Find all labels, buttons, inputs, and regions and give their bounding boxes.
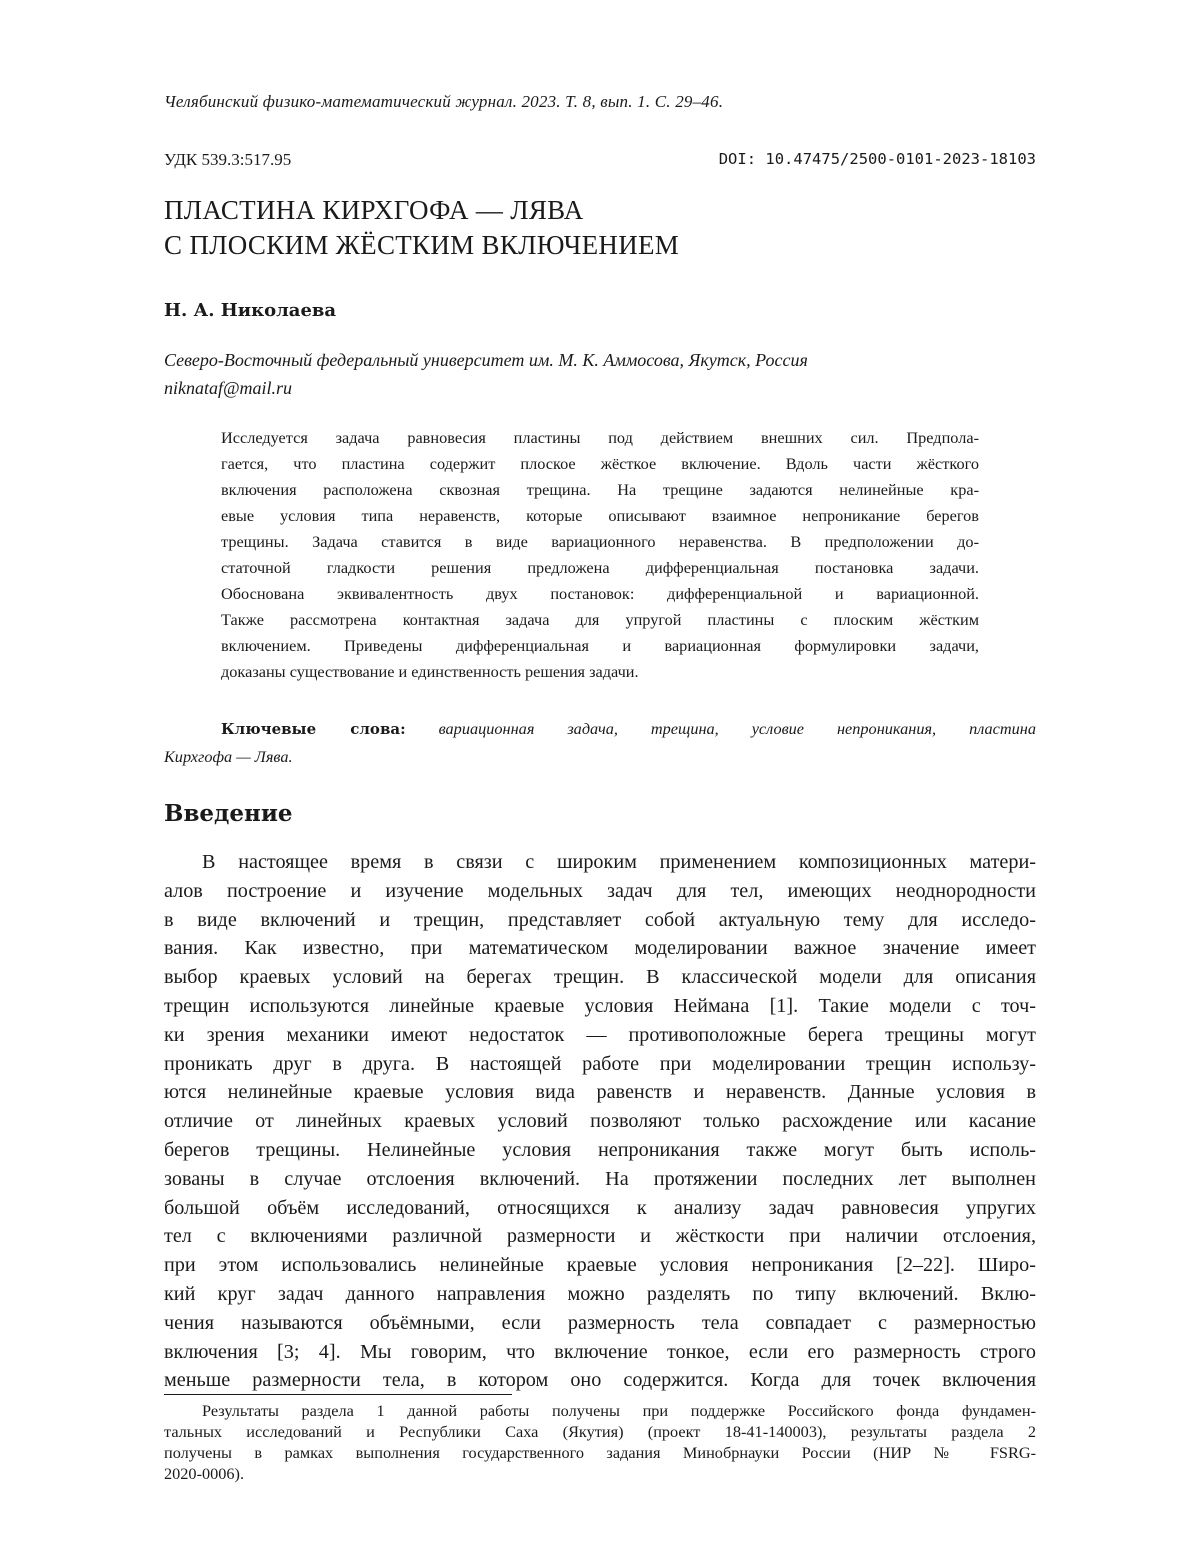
abstract-line: Обоснована эквивалентность двух постановок: дифференциальной и вариационной. [221,584,979,603]
keywords-label: Ключевые слова: [221,720,406,738]
affiliation-line: Северо-Восточный федеральный университет им. М. К. Аммосова, Якутск, Россия [164,350,808,370]
abstract-line: доказаны существование и единственность решения задачи. [221,662,639,681]
udc-code: УДК 539.3:517.95 [164,150,292,169]
author-name: Н. А. Николаева [164,300,337,321]
body-line: меньше размерности тела, в котором оно содержится. Когда для точек включения [164,1369,1036,1392]
body-line: берегов трещины. Нелинейные условия непроникания также могут быть исполь- [164,1138,1036,1161]
body-line: алов построение и изучение модельных задач для тел, имеющих неоднородности [164,879,1036,902]
section-body [164,848,1036,1395]
body-line: в виде включений и трещин, представляет собой актуальную тему для исследо- [164,908,1036,931]
body-line: большой объём исследований, относящихся к анализу задач равновесия упругих [164,1196,1036,1219]
abstract-line: Также рассмотрена контактная задача для упругой пластины с плоским жёстким [221,610,979,629]
title-line: ПЛАСТИНА КИРХГОФА — ЛЯВА [164,195,584,225]
body-line: вания. Как известно, при математическом моделировании важное значение имеет [164,937,1036,960]
body-line: при этом использовались нелинейные краевые условия непроникания [2–22]. Широ- [164,1254,1036,1277]
body-line: проникать друг в друга. В настоящей работе при моделировании трещин использу- [164,1052,1036,1075]
body-line: ки зрения механики имеют недостаток — противоположные берега трещины могут [164,1023,1036,1046]
paper-page [164,0,1036,1553]
body-line: зованы в случае отслоения включений. На протяжении последних лет выполнен [164,1167,1036,1190]
abstract-line: трещины. Задача ставится в виде вариационного неравенства. В предположении до- [221,532,979,551]
footnote-line: тальных исследований и Республики Саха (Якутия) (проект 18-41-140003), результаты раздела 2 [164,1422,1036,1441]
body-line: кий круг задач данного направления можно разделять по типу включений. Вклю- [164,1282,1036,1305]
paper-title [164,193,1036,263]
body-line: тел с включениями различной размерности и жёсткости при наличии отслоения, [164,1225,1036,1248]
abstract-line: гается, что пластина содержит плоское жёсткое включение. Вдоль части жёсткого [221,454,979,473]
keywords-text: вариационная задача, трещина, условие непроникания, пластина [438,719,1036,738]
keywords-text-continued: Кирхгофа — Лява. [164,747,293,766]
abstract-line: евые условия типа неравенств, которые описывают взаимное непроникание берегов [221,506,979,525]
footnote-line: получены в рамках выполнения государственного задания Минобрнауки России (НИР № FSRG- [164,1443,1036,1462]
abstract [221,425,979,685]
body-line: включения [3; 4]. Мы говорим, что включение тонкое, если его размерность строго [164,1340,1036,1363]
abstract-line: включением. Приведены дифференциальная и вариационная формулировки задачи, [221,636,979,655]
body-line: трещин используются линейные краевые условия Неймана [1]. Такие модели с точ- [164,994,1036,1017]
abstract-line: Исследуется задача равновесия пластины под действием внешних сил. Предпола- [221,428,979,447]
footnote-line: 2020-0006). [164,1464,245,1483]
journal-citation: Челябинский физико-математический журнал. 2023. Т. 8, вып. 1. С. 29–46. [164,92,724,111]
title-line: С ПЛОСКИМ ЖЁСТКИМ ВКЛЮЧЕНИЕМ [164,230,680,260]
body-line: В настоящее время в связи с широким применением композиционных матери- [202,851,1036,873]
footnote-rule [164,1394,512,1395]
doi: DOI: 10.47475/2500-0101-2023-18103 [718,150,1036,168]
keywords [164,715,1036,771]
affiliation [164,346,1036,402]
footnote [164,1400,1036,1484]
meta-row [164,150,1036,170]
keywords-line [164,715,1036,743]
abstract-line: статочной гладкости решения предложена дифференциальная постановка задачи. [221,558,979,577]
footnote-line: Результаты раздела 1 данной работы получены при поддержке Российского фонда фундамен- [202,1401,1036,1420]
abstract-line: включения расположена сквозная трещина. На трещине задаются нелинейные кра- [221,480,979,499]
body-line: выбор краевых условий на берегах трещин. В классической модели для описания [164,966,1036,989]
body-line: ются нелинейные краевые условия вида равенств и неравенств. Данные условия в [164,1081,1036,1104]
author-email: niknataf@mail.ru [164,378,293,398]
section-heading: Введение [164,800,293,827]
body-line: отличие от линейных краевых условий позволяют только расхождение или касание [164,1110,1036,1133]
body-line: чения называются объёмными, если размерность тела совпадает с размерностью [164,1311,1036,1334]
